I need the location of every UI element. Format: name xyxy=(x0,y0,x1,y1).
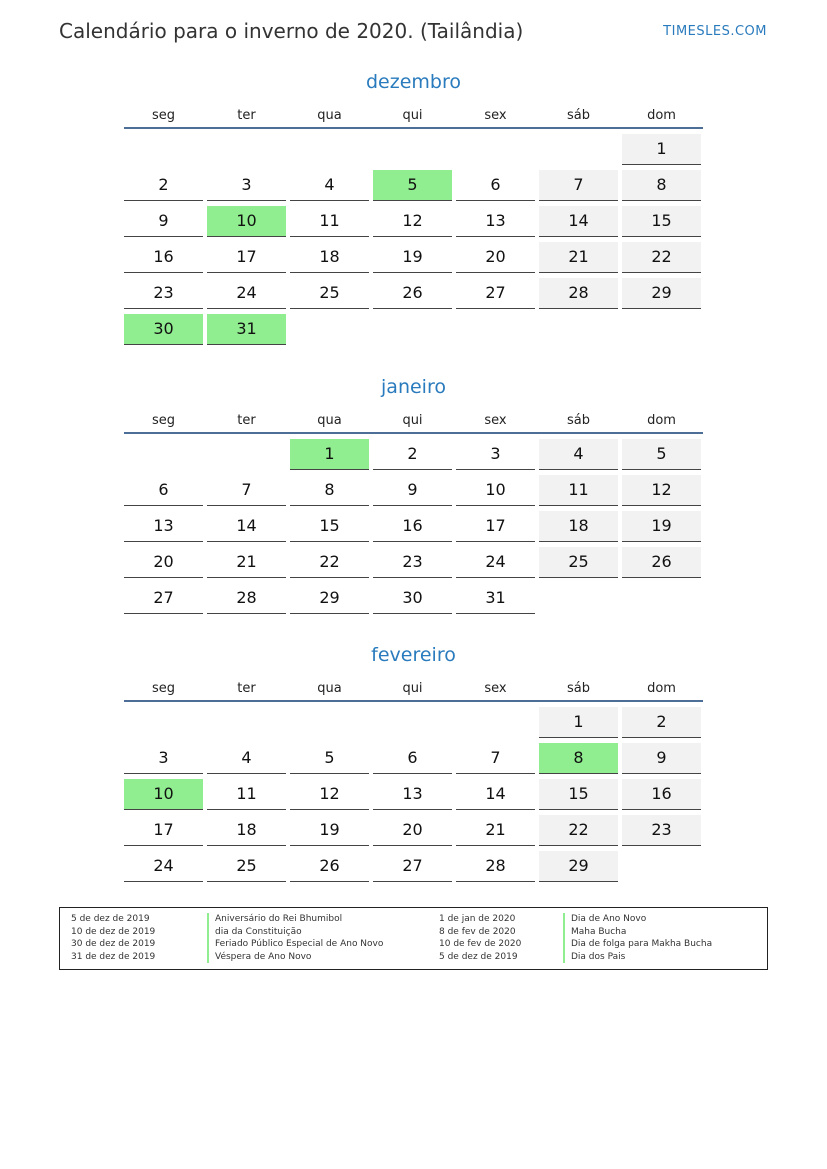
day-cell: 11 xyxy=(207,779,286,810)
day-cell: 16 xyxy=(622,779,701,810)
legend-date: 5 de dez de 2019 xyxy=(71,914,150,924)
legend-holiday-name: Dia dos Pais xyxy=(563,951,625,964)
day-cell: 22 xyxy=(290,547,369,578)
weekday-label: ter xyxy=(237,108,256,123)
legend-holiday-name: Dia de folga para Makha Bucha xyxy=(563,938,712,951)
day-cell: 23 xyxy=(373,547,452,578)
brand-link[interactable]: TIMESLES.COM xyxy=(663,24,767,39)
day-cell: 3 xyxy=(456,439,535,470)
day-cell: 24 xyxy=(207,278,286,309)
day-cell: 6 xyxy=(373,743,452,774)
day-cell: 26 xyxy=(373,278,452,309)
holiday-day-cell: 10 xyxy=(207,206,286,237)
day-cell: 1 xyxy=(539,707,618,738)
day-grid xyxy=(124,707,703,882)
empty-day-cell xyxy=(290,134,369,165)
day-cell: 28 xyxy=(539,278,618,309)
day-cell: 7 xyxy=(539,170,618,201)
empty-day-cell xyxy=(539,134,618,165)
day-cell: 31 xyxy=(456,583,535,614)
day-cell: 14 xyxy=(207,511,286,542)
legend-holiday-name: Aniversário do Rei Bhumibol xyxy=(207,913,342,926)
legend-date: 30 de dez de 2019 xyxy=(71,939,156,950)
day-cell: 13 xyxy=(124,511,203,542)
day-cell: 27 xyxy=(373,851,452,882)
day-cell: 19 xyxy=(290,815,369,846)
day-cell: 16 xyxy=(124,242,203,273)
weekday-label: sex xyxy=(484,681,507,696)
legend-column-right xyxy=(439,913,712,963)
month-title: janeiro xyxy=(381,376,446,398)
day-grid xyxy=(124,134,703,345)
page-title: Calendário para o inverno de 2020. (Tailândia) xyxy=(59,19,524,43)
empty-day-cell xyxy=(207,134,286,165)
weekday-label: ter xyxy=(237,413,256,428)
day-cell: 29 xyxy=(622,278,701,309)
day-cell: 21 xyxy=(207,547,286,578)
day-cell: 23 xyxy=(622,815,701,846)
day-cell: 15 xyxy=(539,779,618,810)
day-cell: 18 xyxy=(539,511,618,542)
weekday-label: sex xyxy=(484,108,507,123)
day-cell: 3 xyxy=(124,743,203,774)
empty-day-cell xyxy=(124,134,203,165)
day-cell: 26 xyxy=(290,851,369,882)
holiday-day-cell: 30 xyxy=(124,314,203,345)
legend-item xyxy=(71,913,383,926)
day-cell: 18 xyxy=(207,815,286,846)
month-title: fevereiro xyxy=(371,644,456,666)
day-cell: 14 xyxy=(456,779,535,810)
day-cell: 19 xyxy=(622,511,701,542)
empty-day-cell xyxy=(456,707,535,738)
legend-holiday-name: Véspera de Ano Novo xyxy=(207,951,311,964)
holiday-day-cell: 1 xyxy=(290,439,369,470)
day-cell: 7 xyxy=(207,475,286,506)
weekday-label: seg xyxy=(151,108,176,123)
day-cell: 27 xyxy=(124,583,203,614)
day-cell: 19 xyxy=(373,242,452,273)
day-cell: 26 xyxy=(622,547,701,578)
day-cell: 24 xyxy=(124,851,203,882)
day-cell: 25 xyxy=(539,547,618,578)
day-cell: 12 xyxy=(373,206,452,237)
weekday-label: dom xyxy=(647,108,676,123)
day-cell: 20 xyxy=(456,242,535,273)
weekday-label: sáb xyxy=(567,413,590,428)
day-cell: 21 xyxy=(539,242,618,273)
month-february xyxy=(124,643,703,882)
legend-item xyxy=(439,926,712,939)
day-cell: 20 xyxy=(124,547,203,578)
empty-day-cell xyxy=(456,134,535,165)
day-cell: 9 xyxy=(124,206,203,237)
day-cell: 4 xyxy=(539,439,618,470)
day-cell: 4 xyxy=(207,743,286,774)
weekday-label: seg xyxy=(151,413,176,428)
day-cell: 6 xyxy=(124,475,203,506)
day-cell: 28 xyxy=(456,851,535,882)
day-cell: 20 xyxy=(373,815,452,846)
day-cell: 21 xyxy=(456,815,535,846)
legend-date: 10 de fev de 2020 xyxy=(439,939,522,950)
day-cell: 24 xyxy=(456,547,535,578)
legend-item xyxy=(71,951,383,964)
day-cell: 2 xyxy=(373,439,452,470)
day-cell: 30 xyxy=(373,583,452,614)
day-cell: 10 xyxy=(456,475,535,506)
weekday-header xyxy=(124,412,703,434)
legend-date: 5 de dez de 2019 xyxy=(439,951,518,962)
legend-holiday-name: Feriado Público Especial de Ano Novo xyxy=(207,938,383,951)
day-cell: 12 xyxy=(290,779,369,810)
legend-holiday-name: dia da Constituição xyxy=(207,926,302,939)
weekday-label: dom xyxy=(647,413,676,428)
weekday-label: ter xyxy=(237,681,256,696)
weekday-label: qua xyxy=(317,108,342,123)
empty-day-cell xyxy=(207,707,286,738)
weekday-label: qua xyxy=(317,681,342,696)
legend-item xyxy=(71,926,383,939)
legend-item xyxy=(439,938,712,951)
weekday-label: sáb xyxy=(567,681,590,696)
month-december xyxy=(124,70,703,345)
day-cell: 28 xyxy=(207,583,286,614)
holiday-legend xyxy=(59,907,768,970)
day-cell: 11 xyxy=(290,206,369,237)
empty-day-cell xyxy=(373,707,452,738)
weekday-label: sex xyxy=(484,413,507,428)
weekday-label: qui xyxy=(402,681,423,696)
day-cell: 8 xyxy=(290,475,369,506)
day-cell: 1 xyxy=(622,134,701,165)
day-cell: 4 xyxy=(290,170,369,201)
day-cell: 16 xyxy=(373,511,452,542)
legend-item xyxy=(439,913,712,926)
day-cell: 29 xyxy=(539,851,618,882)
day-cell: 2 xyxy=(124,170,203,201)
holiday-day-cell: 8 xyxy=(539,743,618,774)
day-cell: 8 xyxy=(622,170,701,201)
legend-holiday-name: Maha Bucha xyxy=(563,926,626,939)
legend-column-left xyxy=(71,913,383,963)
day-cell: 2 xyxy=(622,707,701,738)
day-cell: 22 xyxy=(539,815,618,846)
holiday-day-cell: 31 xyxy=(207,314,286,345)
day-cell: 25 xyxy=(290,278,369,309)
day-cell: 14 xyxy=(539,206,618,237)
legend-date: 1 de jan de 2020 xyxy=(439,914,516,924)
empty-day-cell xyxy=(124,439,203,470)
empty-day-cell xyxy=(124,707,203,738)
day-cell: 17 xyxy=(456,511,535,542)
day-cell: 25 xyxy=(207,851,286,882)
day-cell: 15 xyxy=(290,511,369,542)
legend-holiday-name: Dia de Ano Novo xyxy=(563,913,646,926)
legend-date: 8 de fev de 2020 xyxy=(439,926,516,937)
weekday-label: qui xyxy=(402,413,423,428)
day-cell: 29 xyxy=(290,583,369,614)
legend-item xyxy=(439,951,712,964)
day-cell: 12 xyxy=(622,475,701,506)
weekday-label: dom xyxy=(647,681,676,696)
day-cell: 5 xyxy=(622,439,701,470)
month-january xyxy=(124,375,703,614)
weekday-label: sáb xyxy=(567,108,590,123)
day-cell: 3 xyxy=(207,170,286,201)
weekday-label: seg xyxy=(151,681,176,696)
empty-day-cell xyxy=(290,707,369,738)
weekday-header xyxy=(124,680,703,702)
day-cell: 15 xyxy=(622,206,701,237)
day-cell: 13 xyxy=(456,206,535,237)
day-cell: 6 xyxy=(456,170,535,201)
empty-day-cell xyxy=(373,134,452,165)
day-cell: 9 xyxy=(373,475,452,506)
day-cell: 7 xyxy=(456,743,535,774)
holiday-day-cell: 5 xyxy=(373,170,452,201)
day-cell: 17 xyxy=(124,815,203,846)
weekday-label: qui xyxy=(402,108,423,123)
day-grid xyxy=(124,439,703,614)
month-title: dezembro xyxy=(366,71,461,93)
legend-item xyxy=(71,938,383,951)
day-cell: 27 xyxy=(456,278,535,309)
weekday-label: qua xyxy=(317,413,342,428)
day-cell: 22 xyxy=(622,242,701,273)
day-cell: 17 xyxy=(207,242,286,273)
holiday-day-cell: 10 xyxy=(124,779,203,810)
weekday-header xyxy=(124,107,703,129)
day-cell: 18 xyxy=(290,242,369,273)
day-cell: 9 xyxy=(622,743,701,774)
legend-date: 31 de dez de 2019 xyxy=(71,951,156,962)
day-cell: 23 xyxy=(124,278,203,309)
empty-day-cell xyxy=(207,439,286,470)
day-cell: 13 xyxy=(373,779,452,810)
day-cell: 11 xyxy=(539,475,618,506)
day-cell: 5 xyxy=(290,743,369,774)
legend-date: 10 de dez de 2019 xyxy=(71,926,156,937)
